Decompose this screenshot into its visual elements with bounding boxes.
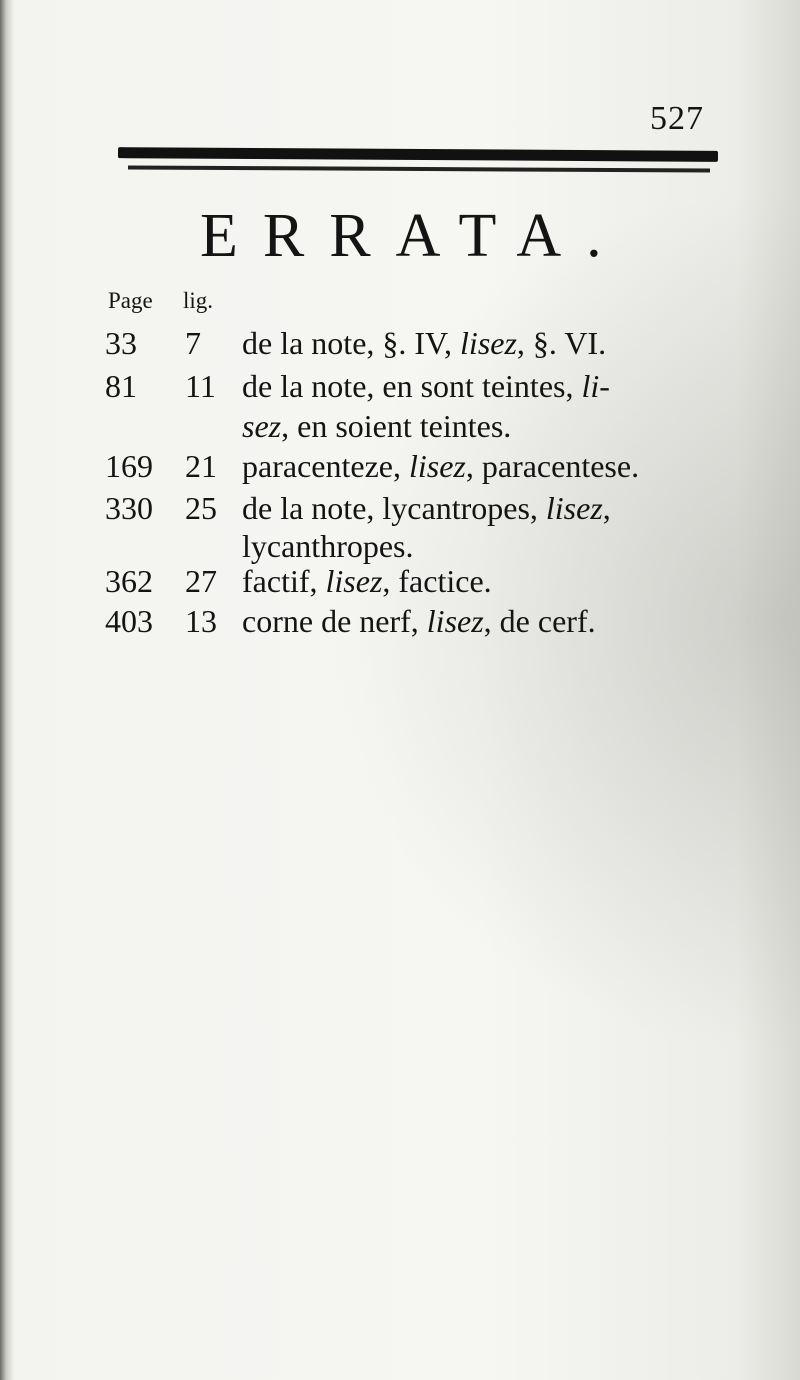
errata-italic-text: lisez <box>460 325 517 361</box>
errata-text: , en soient teintes. <box>281 408 512 444</box>
errata-text: corne de nerf, <box>242 603 427 639</box>
errata-line-number: 27 <box>185 563 217 599</box>
errata-text: lycanthropes. <box>242 528 414 564</box>
errata-correction-line <box>242 530 414 562</box>
errata-line-number: 7 <box>185 325 201 361</box>
errata-correction-line <box>242 450 639 482</box>
errata-text: , §. VI. <box>516 325 607 361</box>
errata-page-number: 169 <box>105 448 153 484</box>
errata-correction-line <box>242 605 596 637</box>
errata-text: de la note, lycantropes, <box>242 490 546 526</box>
header-rule-thick <box>118 147 718 162</box>
errata-italic-text: lisez <box>408 448 466 484</box>
errata-line-number: 11 <box>185 368 216 404</box>
errata-italic-text: lisez <box>325 563 383 599</box>
errata-line-number: 21 <box>185 448 217 484</box>
errata-text: , factice. <box>382 563 492 599</box>
errata-correction-line <box>242 410 511 442</box>
page-title: ERRATA. <box>200 202 627 270</box>
errata-correction-line <box>242 565 492 597</box>
page-number: 527 <box>650 100 704 137</box>
errata-page-number: 403 <box>105 603 153 639</box>
errata-italic-text: sez <box>242 408 282 444</box>
errata-text: , de cerf. <box>483 603 596 639</box>
column-header-page: Page <box>108 288 153 313</box>
errata-correction-line <box>242 492 611 524</box>
errata-italic-text: lisez <box>426 603 484 639</box>
errata-italic-text: li- <box>581 368 610 404</box>
errata-text: de la note, en sont teintes, <box>242 368 582 404</box>
errata-correction-line <box>242 370 610 402</box>
errata-page-number: 362 <box>105 563 153 599</box>
errata-line-number: 13 <box>185 603 217 639</box>
errata-text: de la note, §. IV, <box>242 325 461 361</box>
errata-page-number: 81 <box>105 368 137 404</box>
errata-correction-line <box>242 327 606 359</box>
errata-page-number: 33 <box>105 325 137 361</box>
header-rule-thin <box>128 165 710 172</box>
errata-text: paracenteze, <box>242 448 409 484</box>
errata-text: , <box>602 490 611 526</box>
errata-italic-text: lisez <box>545 490 603 526</box>
column-header-line: lig. <box>183 288 214 313</box>
errata-text: factif, <box>242 563 326 599</box>
errata-text: , paracentese. <box>465 448 640 484</box>
errata-line-number: 25 <box>185 490 217 526</box>
errata-page-number: 330 <box>105 490 153 526</box>
